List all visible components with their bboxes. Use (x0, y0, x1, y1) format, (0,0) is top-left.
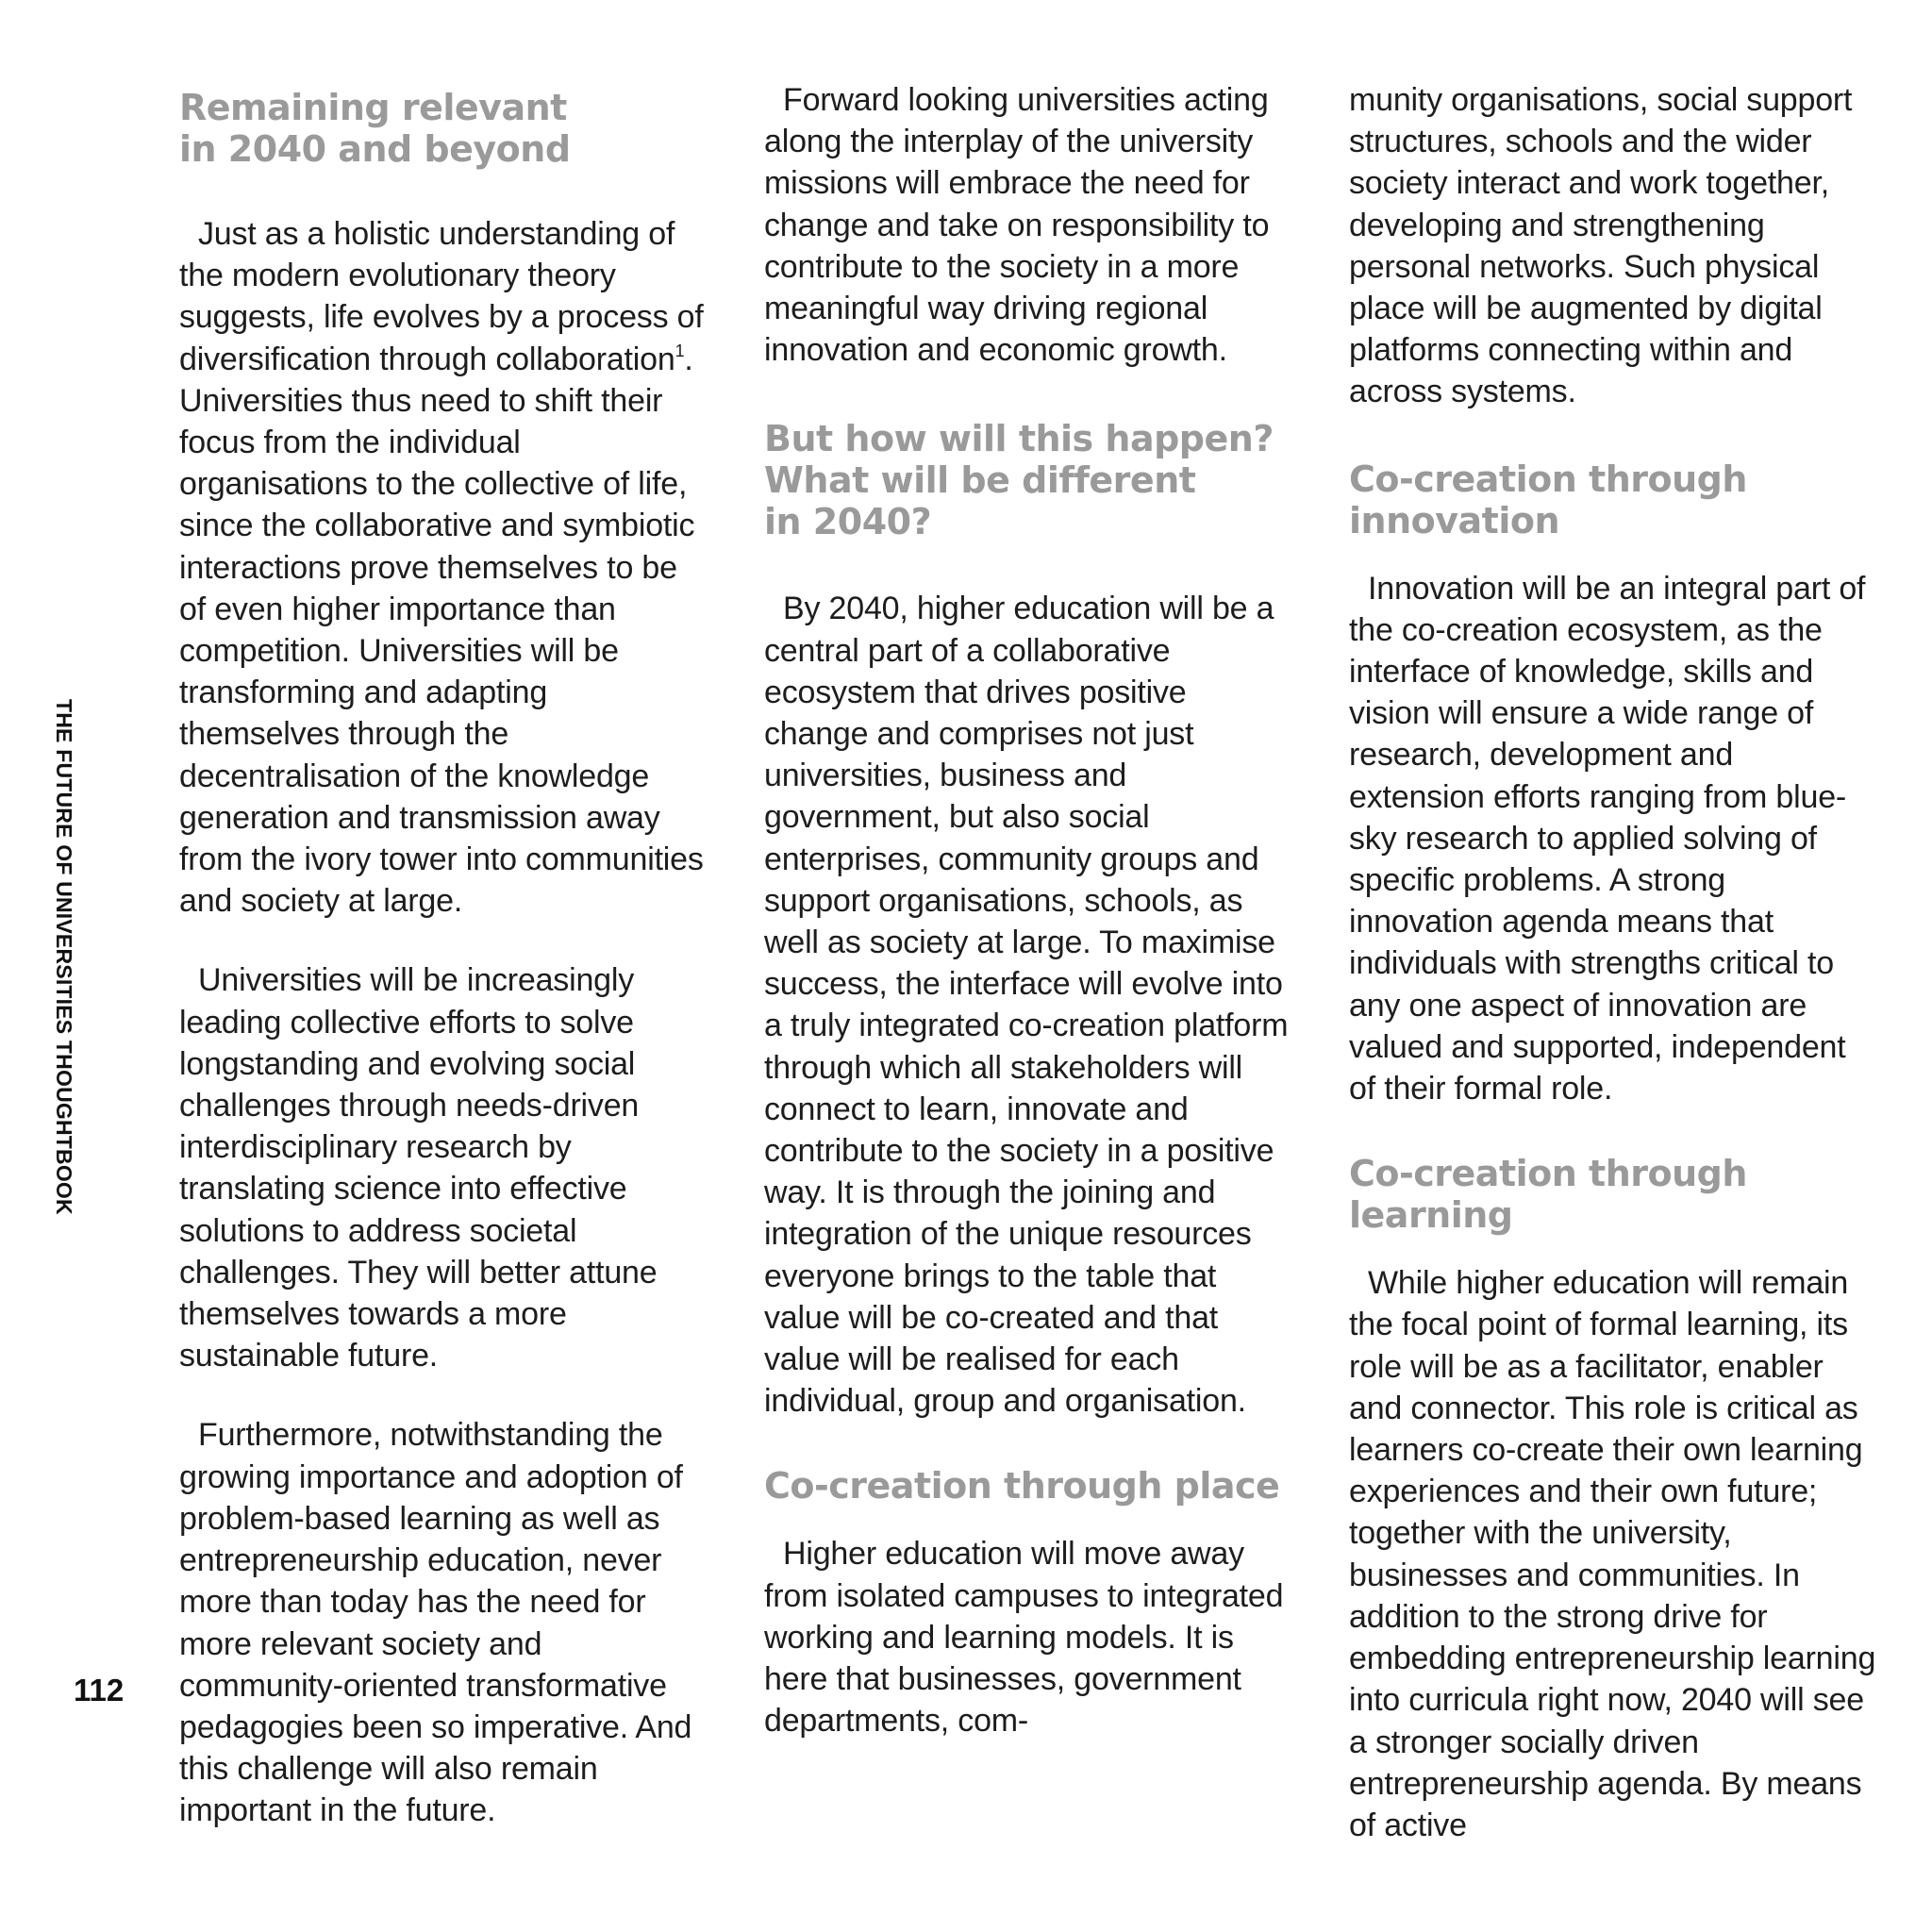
heading-line: innovation (1349, 499, 1559, 541)
paragraph-text: Just as a holistic understanding of the modern evolutionary theory suggests, life evolves by a process of diversification through collaboration (179, 216, 704, 377)
heading-line: Co-creation through (1349, 1153, 1747, 1195)
running-header: THE FUTURE OF UNIVERSITIES THOUGHTBOOK (52, 699, 76, 1215)
paragraph-text: . Universities thus need to shift their focus from the individual organisations to the collective of life, since the collaborative and symbiotic interactions prove themselves to be of even higher importance than competition. Universities will be transforming and adapting themselves through the decentralisation of the knowledge generation and transmission away from the ivory tower into communities and society at large. (179, 341, 704, 920)
heading-co-creation-innovation (1349, 458, 1877, 541)
paragraph: munity organisations, social support structures, schools and the wider society interact and work together, developing and strengthening personal networks. Such physical place will be augmented by digital platforms connecting within and across systems. (1349, 82, 1853, 410)
heading-remaining-relevant (179, 87, 708, 170)
column-3 (1349, 79, 1877, 1846)
heading-line: learning (1349, 1194, 1513, 1237)
paragraph: Universities will be increasingly leading collective efforts to solve longstanding and evolving social challenges through needs-driven interdisciplinary research by translating science into effective solutions to address societal challenges. They will better attune themselves towards a more sustainable future. (179, 962, 658, 1374)
page-number: 112 (74, 1673, 125, 1707)
heading-line: What will be different (764, 459, 1196, 502)
paragraph: Innovation will be an integral part of the co-creation ecosystem, as the interface of knowledge, skills and vision will ensure a wide range of research, development and extension efforts ranging from blue-sky research to applied solving of specific problems. A strong innovation agenda means that individuals with strengths critical to any one aspect of innovation are valued and supported, independent of their formal role. (1349, 570, 1866, 1108)
column-2 (764, 79, 1292, 1742)
heading-line: in 2040 and beyond (179, 128, 571, 170)
footnote-marker: 1 (675, 341, 685, 360)
paragraph: Higher education will move away from isolated campuses to integrated working and learning models. It is here that businesses, government departments, com- (764, 1536, 1284, 1740)
paragraph: While higher education will remain the focal point of formal learning, its role will be as a facilitator, enabler and connector. This role is critical as learners co-create their own learning experiences and their own future; together with the university, businesses and communities. In addition to the strong drive for embedding entrepreneurship learning into curricula right now, 2040 will see a stronger socially driven entrepreneurship agenda. By means of active (1349, 1265, 1876, 1843)
heading-line: Co-creation through (1349, 458, 1747, 500)
heading-co-creation-learning (1349, 1153, 1877, 1236)
paragraph: By 2040, higher education will be a central part of a collaborative ecosystem that drives positive change and comprises not just universities, business and government, but also social enterprises, community groups and support organisations, schools, as well as society at large. To maximise success, the interface will evolve into a truly integrated co-creation platform through which all stakeholders will connect to learn, innovate and contribute to the society in a positive way. It is through the joining and integration of the unique resources everyone brings to the table that value will be co-created and that value will be realised for each individual, group and organisation. (764, 591, 1289, 1420)
heading-how-will-this-happen (764, 418, 1292, 542)
column-1 (179, 79, 708, 1832)
heading-line: in 2040? (764, 501, 932, 543)
heading-co-creation-place: Co-creation through place (764, 1465, 1280, 1507)
paragraph: Furthermore, notwithstanding the growing importance and adoption of problem-based learning as well as entrepreneurship education, never more than today has the need for more relevant society and community-oriented transformative pedagogies been so imperative. And this challenge will also remain important in the future. (179, 1417, 692, 1829)
paragraph: Forward looking universities acting along the interplay of the university missions will embrace the need for change and take on responsibility to contribute to the society in a more meaningful way driving regional innovation and economic growth. (764, 82, 1270, 369)
paragraph (179, 213, 708, 922)
heading-line: Remaining relevant (179, 87, 567, 128)
heading-line: But how will this happen? (764, 418, 1274, 460)
